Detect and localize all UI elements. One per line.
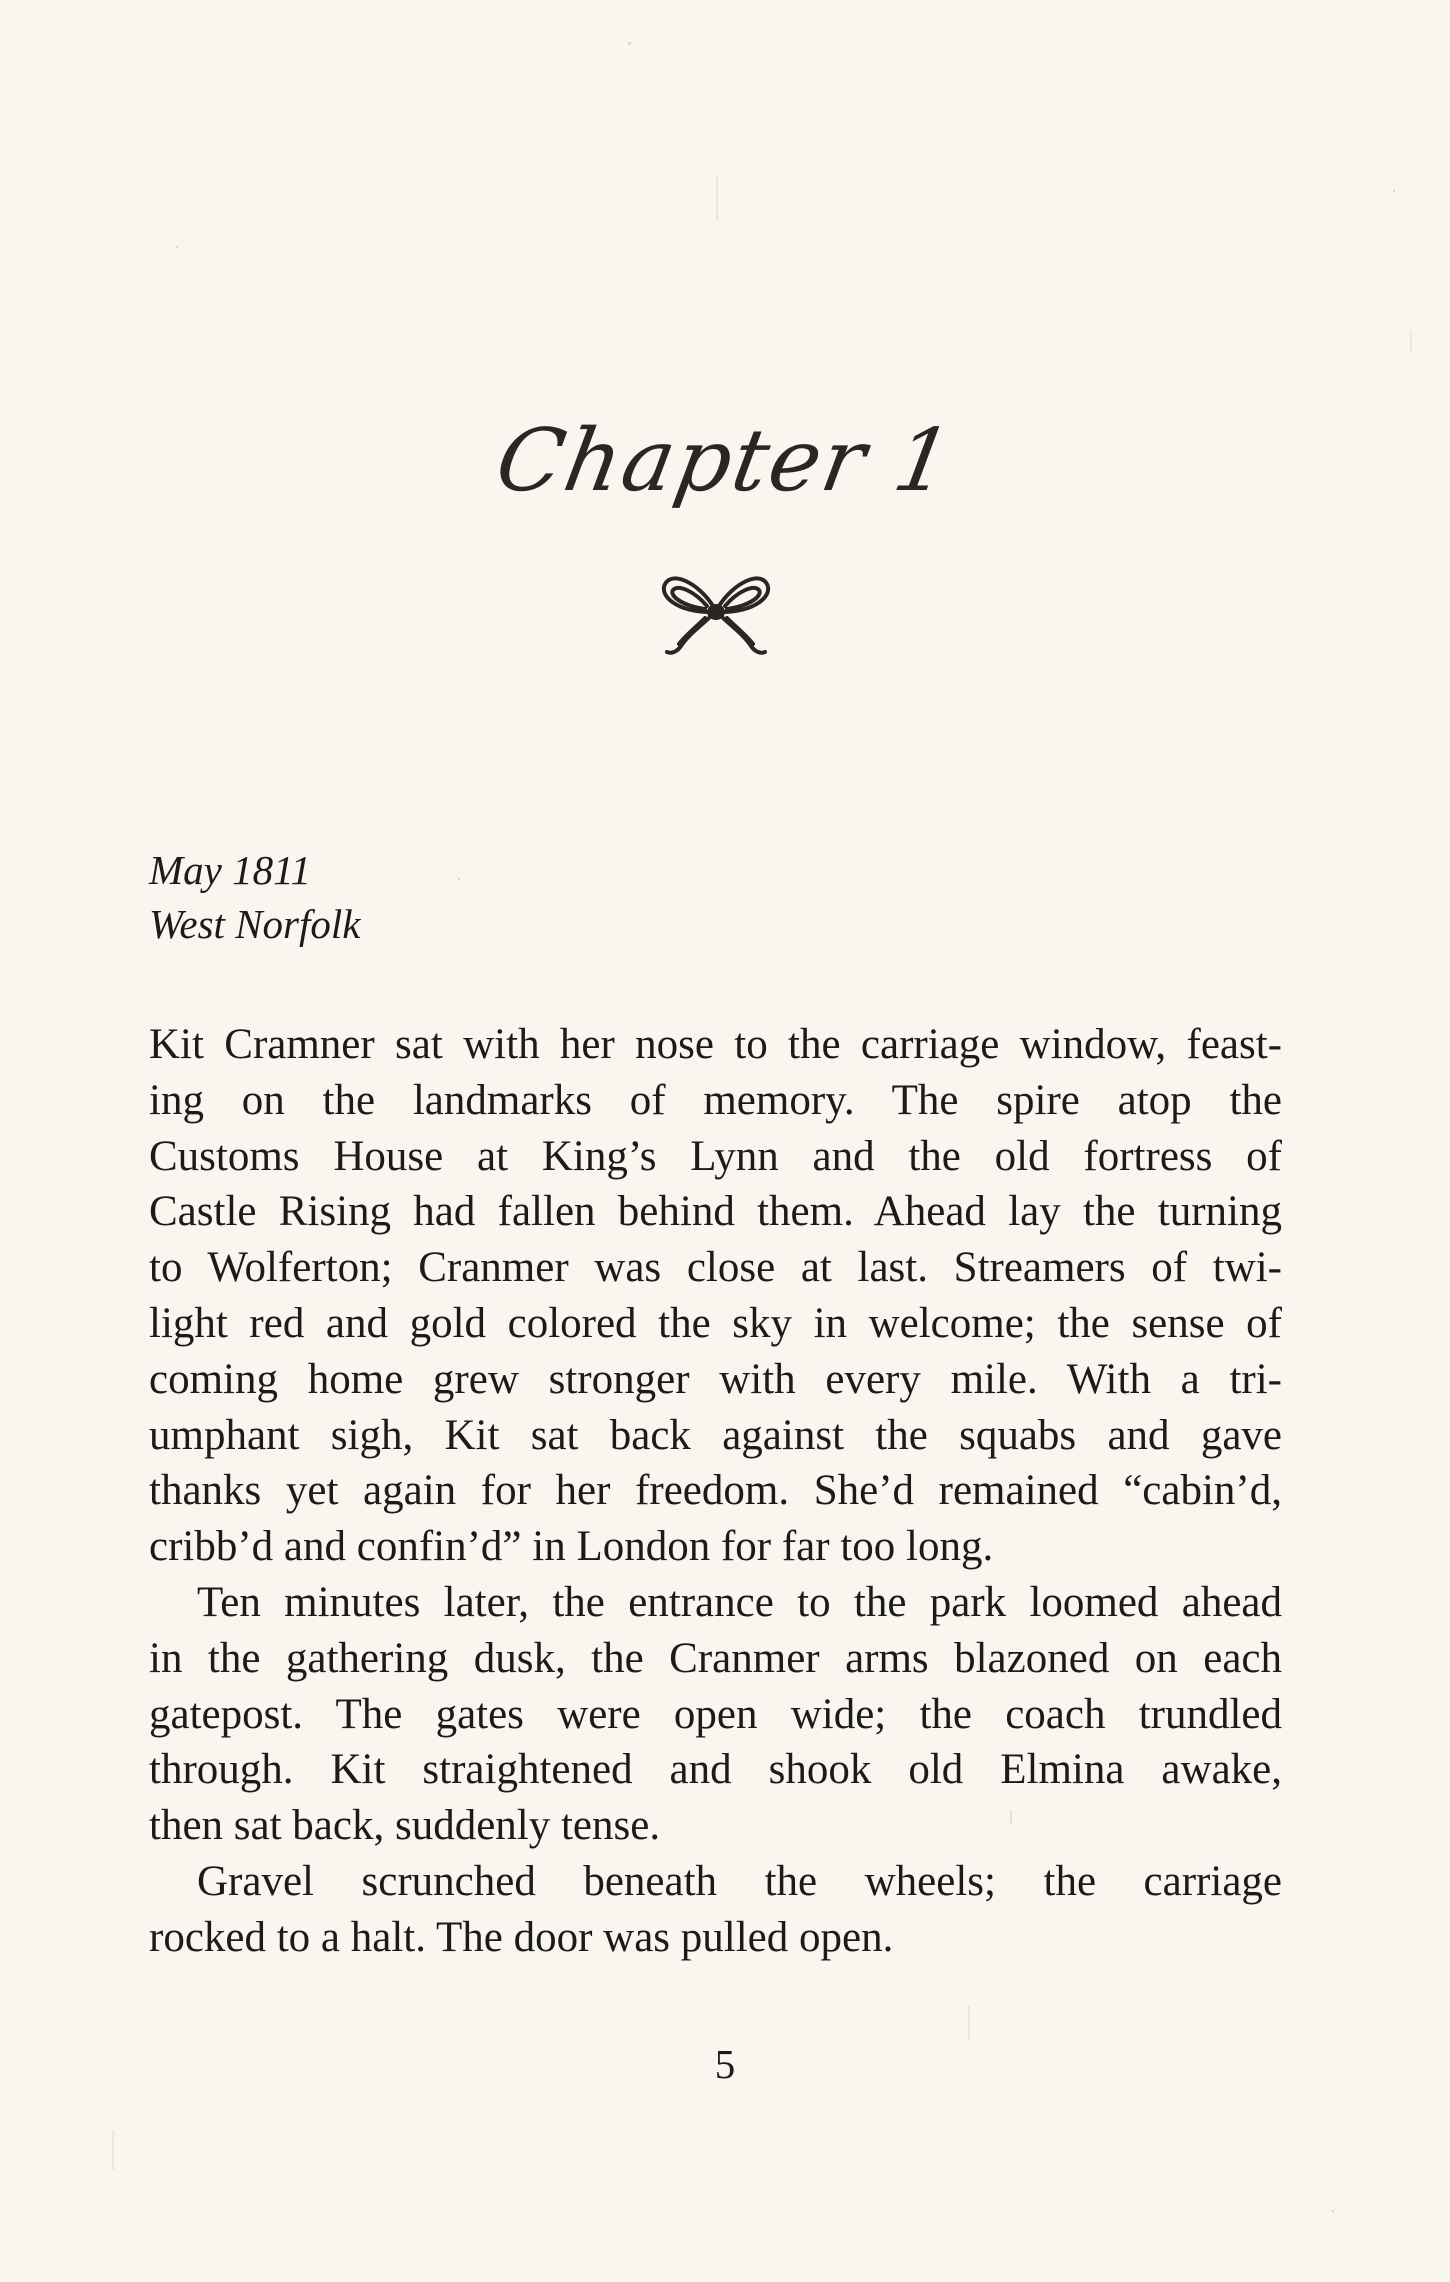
paper-speck — [458, 878, 460, 880]
text-line: then sat back, suddenly tense. — [149, 1802, 661, 1850]
chapter-body — [149, 1017, 1282, 1966]
text-line: through. Kit straightened and shook old Elmina awake, — [149, 1746, 1282, 1794]
paragraph — [149, 1854, 1282, 1966]
dateline — [149, 843, 360, 951]
text-line: ing on the landmarks of memory. The spire atop the — [149, 1076, 1282, 1124]
text-line: in the gathering dusk, the Cranmer arms blazoned on each — [149, 1634, 1282, 1682]
text-line: Ten minutes later, the entrance to the park loomed ahead — [197, 1578, 1282, 1626]
page-number: 5 — [714, 2041, 736, 2087]
text-line: rocked to a halt. The door was pulled open. — [149, 1913, 894, 1961]
ribbon-bow-icon — [655, 562, 777, 662]
paper-speck — [968, 2006, 970, 2040]
text-line: Kit Cramner sat with her nose to the carriage window, feast- — [149, 1021, 1282, 1068]
paper-speck — [1332, 2210, 1334, 2212]
paper-speck — [1410, 330, 1412, 352]
paragraph — [149, 1017, 1282, 1575]
text-line: cribb’d and confin’d” in London for far too long. — [149, 1523, 994, 1571]
text-line: thanks yet again for her freedom. She’d remained “cabin’d, — [149, 1467, 1282, 1515]
paper-speck — [112, 2130, 114, 2170]
place: West Norfolk — [149, 901, 361, 947]
text-line: Castle Rising had fallen behind them. Ahead lay the turning — [149, 1188, 1282, 1236]
text-line: coming home grew stronger with every mile. With a tri- — [149, 1355, 1282, 1403]
paper-speck — [1393, 190, 1395, 192]
text-line: umphant sigh, Kit sat back against the squabs and gave — [149, 1411, 1282, 1459]
text-line: light red and gold colored the sky in welcome; the sense of — [149, 1299, 1282, 1347]
paragraph — [149, 1575, 1282, 1854]
text-line: gatepost. The gates were open wide; the coach trundled — [149, 1690, 1282, 1738]
paper-speck — [628, 42, 631, 45]
date: May 1811 — [149, 847, 312, 893]
text-line: to Wolferton; Cranmer was close at last. Streamers of twi- — [149, 1244, 1282, 1292]
text-line: Gravel scrunched beneath the wheels; the carriage — [197, 1857, 1282, 1905]
paper-speck — [716, 176, 718, 220]
paper-speck — [176, 246, 178, 248]
text-line: Customs House at King’s Lynn and the old fortress of — [149, 1132, 1282, 1180]
chapter-title: Chapter 1 — [489, 411, 961, 511]
